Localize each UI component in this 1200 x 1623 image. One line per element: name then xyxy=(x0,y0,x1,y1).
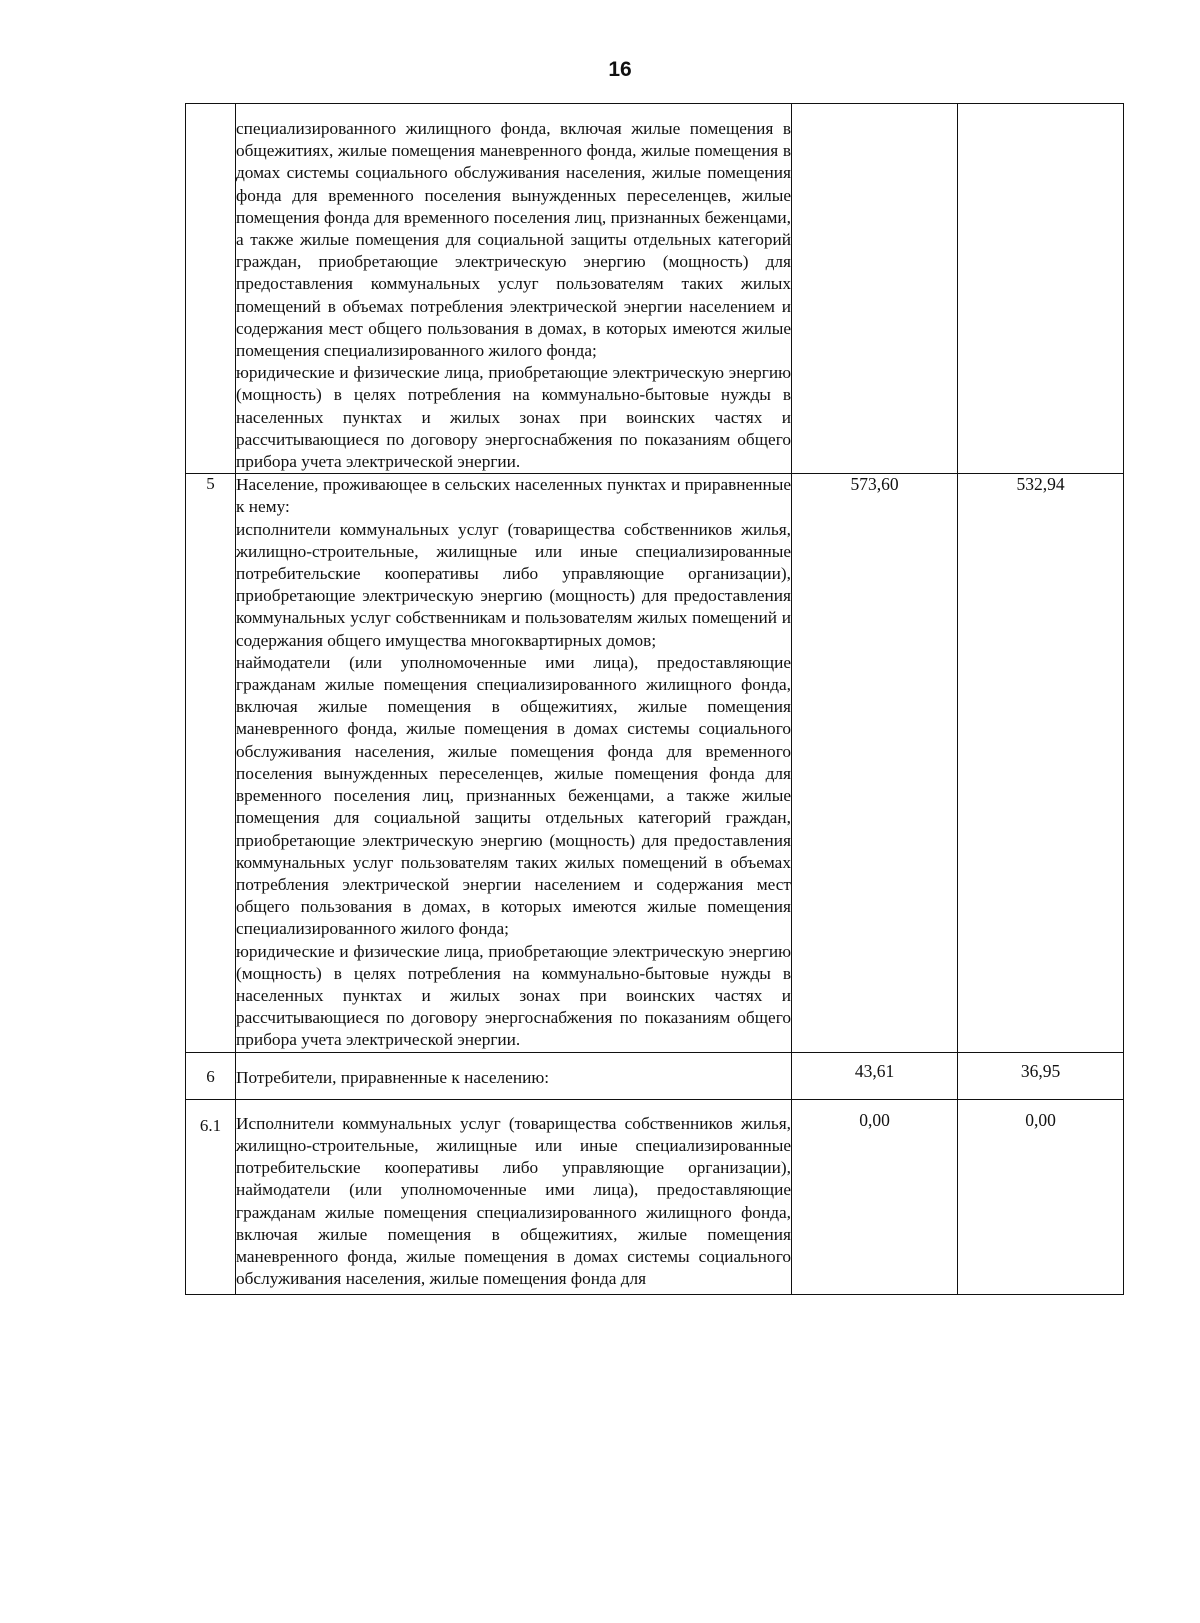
tariff-value-1: 573,60 xyxy=(792,474,958,1052)
tariff-table xyxy=(185,103,1124,1295)
description-paragraph: наймодатели (или уполномоченные ими лица), предоставляющие гражданам жилые помещения специализированного жилищного фонда, включая жилые помещения в общежитиях, жилые помещения маневренного фонда, жилые помещения в домах системы социального обслуживания населения, жилые помещения фонда для временного поселения вынужденных переселенцев, жилые помещения фонда для временного поселения лиц, признанных беженцами, а также жилые помещения для социальной защиты отдельных категорий граждан, приобретающие электрическую энергию (мощность) для предоставления коммунальных услуг пользователям таких жилых помещений в объемах потребления электрической энергии населением и содержания мест общего пользования в домах, в которых имеются жилые помещения специализированного жилого фонда; xyxy=(236,652,791,939)
description-paragraph: специализированного жилищного фонда, включая жилые помещения в общежитиях, жилые помещения маневренного фонда, жилые помещения в домах системы социального обслуживания населения, жилые помещения фонда для временного поселения вынужденных переселенцев, жилые помещения фонда для временного поселения лиц, признанных беженцами, а также жилые помещения для социальной защиты отдельных категорий граждан, приобретающие электрическую энергию (мощность) для предоставления коммунальных услуг пользователям таких жилых помещений в объемах потребления электрической энергии населением и содержания мест общего пользования в домах, в которых имеются жилые помещения специализированного жилого фонда; xyxy=(236,119,791,361)
page-number: 16 xyxy=(608,58,632,81)
description-paragraph: исполнители коммунальных услуг (товарищества собственников жилья, жилищно-строительные, жилищные или иные специализированные потребительские кооперативы либо управляющие организации), приобретающие электрическую энергию (мощность) для предоставления коммунальных услуг собственникам и пользователям жилых помещений и содержания общего имущества многоквартирных домов; xyxy=(236,519,791,650)
row-number: 5 xyxy=(186,474,236,1052)
description-paragraph: Потребители, приравненные к населению: xyxy=(236,1067,550,1087)
table-row xyxy=(186,104,1124,474)
description-paragraph: юридические и физические лица, приобретающие электрическую энергию (мощность) в целях потребления на коммунально-бытовые нужды в населенных пунктах и жилых зонах при воинских частях и рассчитывающиеся по договору энергоснабжения по показаниям общего прибора учета электрической энергии. xyxy=(236,941,791,1050)
row-number: 6 xyxy=(186,1052,236,1099)
row-number: 6.1 xyxy=(186,1099,236,1295)
tariff-value-1 xyxy=(792,104,958,474)
tariff-value-2: 36,95 xyxy=(958,1052,1124,1099)
row-description xyxy=(236,1052,792,1099)
row-description xyxy=(236,104,792,474)
tariff-value-2 xyxy=(958,104,1124,474)
description-paragraph: юридические и физические лица, приобретающие электрическую энергию (мощность) в целях потребления на коммунально-бытовые нужды в населенных пунктах и жилых зонах при воинских частях и рассчитывающиеся по договору энергоснабжения по показаниям общего прибора учета электрической энергии. xyxy=(236,363,791,472)
tariff-value-1: 0,00 xyxy=(792,1099,958,1295)
description-paragraph: Исполнители коммунальных услуг (товарищества собственников жилья, жилищно-строительные, жилищные или иные специализированные потребительские кооперативы либо управляющие организации), наймодатели (или уполномоченные ими лица), предоставляющие гражданам жилые помещения специализированного жилищного фонда, включая жилые помещения в общежитиях, жилые помещения маневренного фонда, жилые помещения в домах системы социального обслуживания населения, жилые помещения фонда для xyxy=(236,1113,791,1289)
tariff-value-2: 532,94 xyxy=(958,474,1124,1052)
tariff-value-2: 0,00 xyxy=(958,1099,1124,1295)
row-description xyxy=(236,1099,792,1295)
table-row xyxy=(186,474,1124,1052)
description-paragraph: Население, проживающее в сельских населенных пунктах и приравненные к нему: xyxy=(236,475,791,517)
row-number xyxy=(186,104,236,474)
table-row xyxy=(186,1052,1124,1099)
tariff-value-1: 43,61 xyxy=(792,1052,958,1099)
table-row xyxy=(186,1099,1124,1295)
row-description xyxy=(236,474,792,1052)
